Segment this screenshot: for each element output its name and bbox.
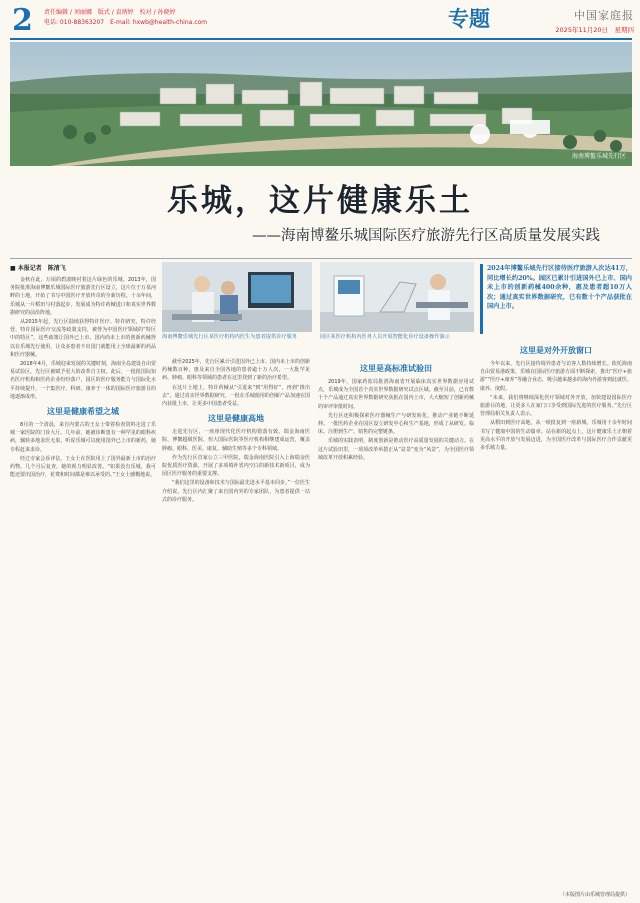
body-paragraph: 作为先行区首家公立三甲医院，瑞金海南医院引入上海瑞金医院优质医疗资源，开展了多项填补省内空白的新技术新项目，成为园区医疗服务的重要支撑。 (162, 454, 310, 478)
body-paragraph: 乐城的实践表明，制度创新是推动医疗高质量发展的关键动力。在这片试验田里，一项项改革举措正从“盆景”变为“风景”，为全国医疗领域改革开放积累经验。 (318, 438, 474, 461)
page-number: 2 (12, 3, 33, 38)
figure-right-image (320, 262, 474, 332)
hero-photo (10, 42, 632, 166)
lead-paragraph: 金秋在此，万顷的碧波映衬着这片绿色的乐城。2013年，国务院批准海南博鳌乐城国际医疗旅游先行区设立，这片位于万泉河畔的土地，开始了书写中国医疗开放传奇的全新历程。十余年间，乐城从一片稻田与村落起步，发展成为特许药械进口和真实世界数据研究的前沿阵地。 (10, 277, 156, 316)
figure-left-image (162, 262, 312, 332)
body-paragraph: 8月的一个清晨，来自内蒙古的王女士带着检查资料走进了乐城一家医院的门诊大厅。几年前，她被诊断患有一种罕见的眼科疾病，辗转多地求医无果。听说乐城可以使用国外已上市的新药，她专程赶来求诊。 (10, 422, 156, 453)
headline: 乐城，这片健康乐土 (167, 183, 473, 219)
figure-group (162, 262, 474, 354)
body-paragraph: “我们这里的设备和技术与国际最先进水平基本同步。”一位医生介绍说，先行区内汇聚了来自国内外的专家团队，为患者提供一站式的诊疗服务。 (162, 480, 310, 503)
photo-credit: （本版图片由乐城管理局提供） (559, 892, 630, 898)
top-rule (10, 38, 632, 40)
body-paragraph: 在这片土地上，特许药械从“引进来”到“用得好”，再到“推出去”。通过真实世界数据研究，一批在乐城使用的创新产品加速在国内获批上市，让更多中国患者受益。 (162, 384, 310, 408)
section-title: 专题 (448, 6, 490, 31)
body-paragraph: “未来，我们将继续深化医疗领域对外开放，加快建设国际医疗旅游目的地，让更多人在家门口享受到国际先进的医疗服务。”先行区管理局相关负责人表示。 (480, 394, 632, 418)
article-column-3 (318, 358, 474, 892)
paper-logo: 中国家庭报 (574, 9, 634, 22)
body-paragraph: 今年以来，先行区接待境外患者与访客人数持续增长。依托海南自由贸易港政策，乐城在国际医疗旅游方面不断探索，推出“医疗+旅游”“医疗+康养”等融合业态，吸引越来越多的海内外游客到此就医、康养、度假。 (480, 361, 632, 392)
section-heading: 这里是对外开放窗口 (520, 345, 592, 355)
figure-right-caption: 园区某医疗机构内医务人员开展智能化诊疗设备操作演示 (320, 334, 450, 340)
figure-left-caption: 海南博鳌乐城先行区某医疗机构内医生为患者提供诊疗服务 (162, 334, 297, 340)
hero-photo-image (10, 42, 632, 166)
highlight-box: 2024年博鳌乐城先行区接待医疗旅游人次达41万，同比增长约20%。园区已累计引进国外已上市、国内未上市的创新药械400余种，惠及患者超10万人次；通过真实世界数据研究，已有数十个产品获批在国内上市。 (480, 264, 632, 334)
issue-date: 2025年11月20日 星期四 (555, 26, 634, 34)
body-paragraph: 从稻田到医疗高地，从一纸批复到一座新城，乐城用十余年时间书写了健康中国的生动篇章。站在新的起点上，这片健康乐土正朝着更高水平的开放与发展迈进，为全国医疗改革与国际医疗合作贡献更多乐城力量。 (480, 420, 632, 452)
editor-line: 责任编辑 / 刘丽娜 版式 / 袁炳婷 校对 / 孙晓婷 (44, 9, 176, 16)
editor-info (44, 8, 234, 28)
section-heading: 这里是健康高地 (208, 413, 264, 424)
lead-paragraph: 2018年4月，乐城迎来发展的关键时刻，海南全岛建设自由贸易试验区，先行区被赋予更大的改革自主权。此后，一批批国际知名医疗机构和医药企业纷纷落户，园区的医疗服务能力与国际化水平持续提升，一个集医疗、科研、康养于一体的国际医疗旅游目的地逐渐成形。 (10, 361, 156, 400)
byline: ■ 本报记者 陈清飞 (10, 265, 66, 272)
article-column-2 (162, 358, 310, 892)
body-paragraph: 2019年，国家药监局批准海南省开展临床真实世界数据应用试点，乐城成为全国首个真实世界数据研究试点区域。截至目前，已有数十个产品通过真实世界数据研究获批在国内上市，大大缩短了创新药械的审评审批时间。 (318, 379, 474, 410)
body-paragraph: 截至2025年，先行区累计引进国外已上市、国内未上市的创新药械数百种，惠及来自全国各地的患者逾十万人次。一大批罕见病、肿瘤、眼科等领域的患者在这里找到了新的治疗希望。 (162, 359, 310, 382)
hero-photo-caption: 海南博鳌乐城先行区 (571, 153, 626, 160)
lead-paragraph: 从2015年起，先行区陆续获得特许医疗、特许研究、特许经营、特许国际医疗交流等政策支持，被誉为中国医疗领域的“特区中的特区”。这些政策让国外已上市、国内尚未上市的创新药械得以在乐城先行使用，让众多患者不出国门就能用上全球最新的药品和医疗器械。 (10, 319, 156, 358)
section-heading: 这里是高标准试验田 (360, 363, 432, 373)
figure-right (320, 262, 474, 332)
article-column-4 (480, 340, 632, 880)
body-paragraph: 先行区还积极探索医疗器械生产与研发转化，推动产业链不断延伸。一批医药企业在园区设立研发中心和生产基地，形成了从研发、临床、注册到生产、销售的完整链条。 (318, 412, 474, 436)
figure-left (162, 262, 312, 332)
contact-line: 电话: 010-88363207 E-mail: hxwb@health-china.com (44, 19, 208, 26)
subheadline: ——海南博鳌乐城国际医疗旅游先行区高质量发展实践 (252, 228, 600, 244)
body-paragraph: 经过专家会诊评估，王女士在医院用上了国外最新上市的治疗药物。几个月后复查，她的视力明显改善。“如果没有乐城，我可能还要出国治疗，花费和时间都是难以承受的。”王女士感慨地说。 (10, 455, 156, 479)
section-heading: 这里是健康希望之城 (47, 406, 119, 417)
article-column-1 (10, 264, 156, 892)
headline-rule (10, 258, 632, 259)
body-paragraph: 走进先行区，一座座现代化医疗机构错落有致。瑞金海南医院、博鳌超级医院、恒大国际医院等医疗机构相继建成运营，覆盖肿瘤、眼科、医美、康复、辅助生殖等多个专科领域。 (162, 429, 310, 452)
masthead (0, 0, 640, 40)
